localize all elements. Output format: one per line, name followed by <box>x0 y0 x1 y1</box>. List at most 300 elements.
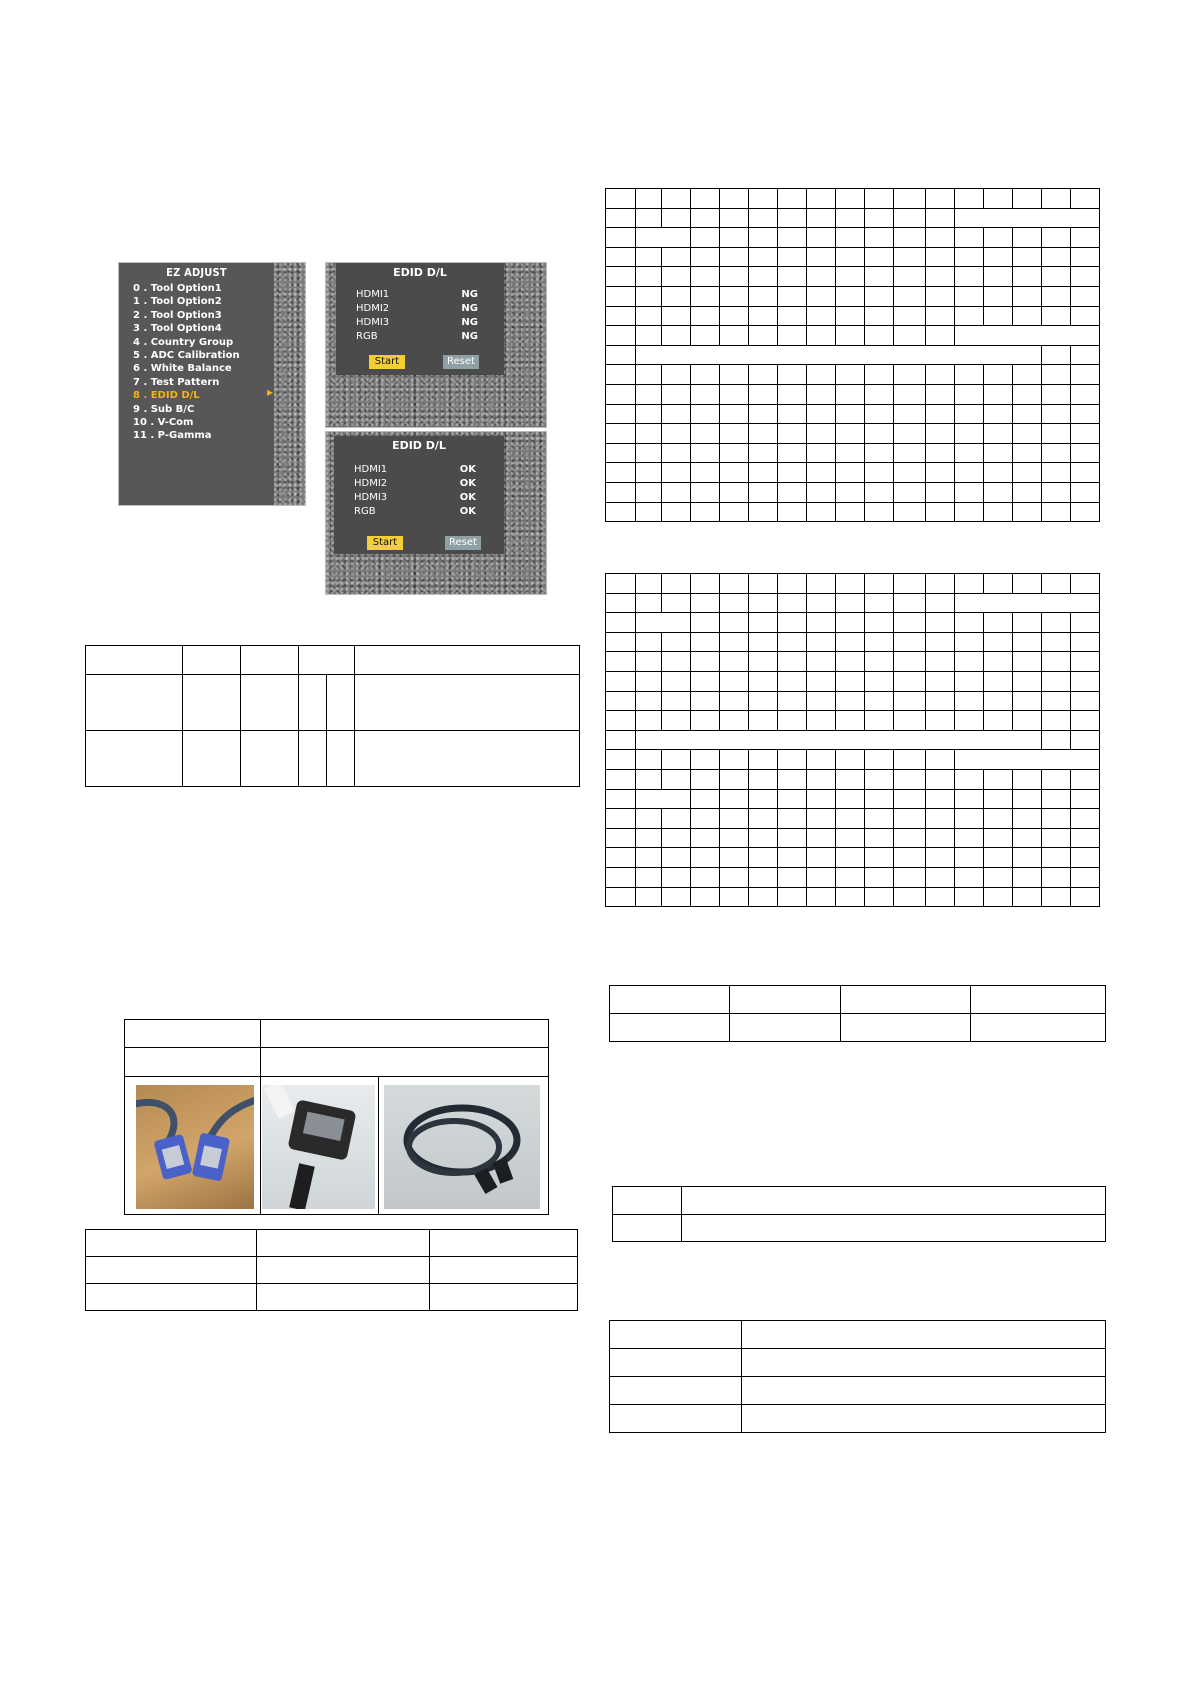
hex-cell <box>691 691 720 711</box>
table-cell <box>86 646 183 675</box>
hex-cell <box>636 652 662 672</box>
menu-item[interactable]: 1 . Tool Option2 <box>133 296 222 308</box>
hex-cell <box>894 365 926 385</box>
menu-item[interactable]: 0 . Tool Option1 <box>133 283 222 294</box>
hex-cell <box>926 867 955 887</box>
hex-cell <box>1071 502 1100 522</box>
ez-adjust-menu-list <box>133 282 274 443</box>
hex-cell <box>1071 384 1100 404</box>
hex-cell <box>636 424 662 444</box>
hex-cell <box>749 867 778 887</box>
hex-cell <box>662 189 691 209</box>
hex-cell <box>807 691 836 711</box>
hex-cell <box>778 574 807 594</box>
hex-cell <box>836 326 865 346</box>
status-value: OK <box>459 506 476 517</box>
hex-cell <box>636 789 691 809</box>
hex-cell <box>984 424 1013 444</box>
menu-item[interactable]: 9 . Sub B/C <box>133 403 195 415</box>
hex-cell <box>720 228 749 248</box>
caret-right-icon: ▶ <box>267 388 274 397</box>
hex-cell <box>1071 306 1100 326</box>
hex-cell <box>720 848 749 868</box>
hex-cell <box>636 769 662 789</box>
hex-cell <box>1071 482 1100 502</box>
hex-cell <box>1071 228 1100 248</box>
hex-cell <box>720 887 749 907</box>
hex-cell <box>926 613 955 633</box>
menu-item[interactable]: 6 . White Balance <box>133 363 232 375</box>
edid-row-hdmi1 <box>354 463 476 477</box>
hex-cell <box>636 443 662 463</box>
hex-cell <box>836 671 865 691</box>
port-label: HDMI2 <box>356 303 390 314</box>
hex-cell <box>778 228 807 248</box>
status-value: OK <box>459 492 476 503</box>
hex-cell <box>865 267 894 287</box>
hex-cell <box>720 365 749 385</box>
hex-cell <box>606 652 636 672</box>
hex-cell <box>1042 384 1071 404</box>
hex-cell <box>926 502 955 522</box>
hex-cell <box>720 809 749 829</box>
hex-cell <box>720 463 749 483</box>
edid-dl-screen-ng <box>325 262 547 428</box>
table-cell <box>261 1020 549 1048</box>
hex-cell <box>636 267 662 287</box>
hex-cell <box>836 247 865 267</box>
edid-row-hdmi1 <box>356 288 478 302</box>
hex-cell <box>606 384 636 404</box>
hex-cell <box>749 326 778 346</box>
hex-cell <box>1013 848 1042 868</box>
hex-cell <box>662 750 691 770</box>
hex-cell <box>691 828 720 848</box>
hex-cell <box>691 463 720 483</box>
hex-cell <box>955 652 984 672</box>
hex-cell <box>807 652 836 672</box>
hex-cell <box>836 887 865 907</box>
hex-cell <box>636 632 662 652</box>
hex-cell <box>691 750 720 770</box>
hex-cell <box>926 632 955 652</box>
hex-cell <box>636 887 662 907</box>
menu-item[interactable]: 5 . ADC Calibration <box>133 350 240 362</box>
hex-cell <box>1042 828 1071 848</box>
status-value: OK <box>459 478 476 489</box>
start-button[interactable]: Start <box>367 536 403 550</box>
start-button[interactable]: Start <box>369 355 405 369</box>
hex-cell <box>691 228 720 248</box>
hex-cell <box>955 809 984 829</box>
hex-cell <box>984 247 1013 267</box>
hex-cell <box>894 789 926 809</box>
hex-cell <box>662 247 691 267</box>
hex-cell <box>606 809 636 829</box>
hex-cell <box>865 384 894 404</box>
reset-button[interactable]: Reset <box>443 355 479 369</box>
table-cell <box>327 675 355 731</box>
hex-cell <box>955 613 984 633</box>
table-cell <box>257 1257 430 1284</box>
hex-cell <box>662 267 691 287</box>
hex-cell <box>691 365 720 385</box>
hex-cell <box>1013 443 1042 463</box>
hex-cell <box>865 189 894 209</box>
hex-cell <box>955 482 984 502</box>
hex-cell <box>836 306 865 326</box>
table-cell <box>742 1349 1106 1377</box>
hex-cell <box>1071 189 1100 209</box>
hex-cell <box>720 404 749 424</box>
hex-cell <box>1071 887 1100 907</box>
table-cell <box>742 1377 1106 1405</box>
hex-cell <box>836 404 865 424</box>
hex-cell <box>807 789 836 809</box>
hex-cell <box>636 189 662 209</box>
hex-cell <box>984 443 1013 463</box>
hex-cell <box>955 828 984 848</box>
hex-cell <box>720 502 749 522</box>
hex-cell <box>636 750 662 770</box>
hex-cell <box>720 189 749 209</box>
hex-cell <box>984 867 1013 887</box>
hex-cell <box>720 247 749 267</box>
hex-cell <box>894 750 926 770</box>
hex-cell <box>636 228 691 248</box>
hex-cell <box>894 613 926 633</box>
hex-cell <box>865 691 894 711</box>
hex-cell <box>955 769 984 789</box>
hex-cell <box>691 652 720 672</box>
vga-cable-icon <box>136 1085 254 1209</box>
hex-cell <box>894 632 926 652</box>
hex-cell <box>984 463 1013 483</box>
hex-cell <box>636 828 662 848</box>
hex-cell <box>1071 867 1100 887</box>
hex-cell <box>926 789 955 809</box>
reset-button[interactable]: Reset <box>445 536 481 550</box>
hex-cell <box>836 867 865 887</box>
hex-cell <box>984 228 1013 248</box>
hex-cell <box>1071 848 1100 868</box>
hex-cell <box>865 502 894 522</box>
hex-cell <box>836 789 865 809</box>
menu-item[interactable]: 7 . Test Pattern <box>133 376 220 388</box>
hex-cell <box>691 848 720 868</box>
hex-cell <box>836 208 865 228</box>
hex-cell <box>749 593 778 613</box>
hex-cell <box>1071 574 1100 594</box>
hex-cell <box>955 326 1100 346</box>
hex-cell <box>636 502 662 522</box>
hex-cell <box>691 711 720 731</box>
hex-cell <box>606 691 636 711</box>
hex-cell <box>894 502 926 522</box>
hex-cell <box>691 789 720 809</box>
hex-cell <box>662 482 691 502</box>
port-label: HDMI1 <box>354 464 388 475</box>
hex-cell <box>778 384 807 404</box>
hex-cell <box>778 632 807 652</box>
hex-cell <box>865 769 894 789</box>
table-cell <box>86 731 183 787</box>
hex-cell <box>894 482 926 502</box>
hex-cell <box>1071 652 1100 672</box>
hex-cell <box>606 208 636 228</box>
hex-cell <box>894 593 926 613</box>
hex-cell <box>606 828 636 848</box>
table-cell <box>355 675 580 731</box>
adjustment-spec-table <box>85 645 580 787</box>
hex-cell <box>894 691 926 711</box>
menu-item[interactable]: 11 . P-Gamma <box>133 430 212 442</box>
hex-cell <box>984 769 1013 789</box>
hex-cell <box>926 711 955 731</box>
hex-cell <box>749 848 778 868</box>
table-cell <box>742 1321 1106 1349</box>
hex-cell <box>984 887 1013 907</box>
hex-cell <box>1071 345 1100 365</box>
hex-cell <box>636 286 662 306</box>
hex-cell <box>984 691 1013 711</box>
hex-cell <box>865 750 894 770</box>
hex-cell <box>778 424 807 444</box>
hex-cell <box>1042 306 1071 326</box>
hex-cell <box>636 867 662 887</box>
hex-cell <box>1042 189 1071 209</box>
hex-cell <box>636 404 662 424</box>
hex-cell <box>984 502 1013 522</box>
hex-cell <box>836 502 865 522</box>
hex-cell <box>691 632 720 652</box>
hex-cell <box>1013 652 1042 672</box>
hex-cell <box>1013 189 1042 209</box>
hex-cell <box>1071 365 1100 385</box>
hex-cell <box>636 574 662 594</box>
hex-cell <box>865 326 894 346</box>
hex-cell <box>836 267 865 287</box>
hex-cell <box>1042 463 1071 483</box>
cable-spec-table <box>85 1229 578 1311</box>
hex-cell <box>720 482 749 502</box>
status-value: OK <box>459 464 476 475</box>
table-cell <box>613 1215 682 1242</box>
hex-cell <box>778 887 807 907</box>
hex-cell <box>984 632 1013 652</box>
hex-cell <box>636 593 662 613</box>
table-cell <box>241 675 299 731</box>
hex-cell <box>720 286 749 306</box>
hex-cell <box>865 809 894 829</box>
hex-cell <box>1013 267 1042 287</box>
edid-dl-title: EDID D/L <box>392 439 446 452</box>
hex-cell <box>894 267 926 287</box>
table-cell <box>299 646 355 675</box>
table-cell <box>613 1187 682 1215</box>
table-cell <box>430 1257 578 1284</box>
hex-cell <box>807 228 836 248</box>
hex-cell <box>894 404 926 424</box>
hex-cell <box>720 691 749 711</box>
hex-cell <box>926 384 955 404</box>
hex-cell <box>662 887 691 907</box>
hex-cell <box>1071 404 1100 424</box>
hex-cell <box>606 306 636 326</box>
hex-cell <box>1042 574 1071 594</box>
hex-cell <box>894 711 926 731</box>
hex-cell <box>606 574 636 594</box>
hex-cell <box>1013 867 1042 887</box>
hex-cell <box>955 789 984 809</box>
hex-cell <box>836 574 865 594</box>
hex-cell <box>955 848 984 868</box>
hex-cell <box>984 848 1013 868</box>
hex-cell <box>865 848 894 868</box>
hex-cell <box>662 652 691 672</box>
hex-cell <box>691 286 720 306</box>
hex-cell <box>1042 404 1071 424</box>
hex-cell <box>691 769 720 789</box>
hex-cell <box>836 809 865 829</box>
ez-adjust-menu-panel <box>119 263 274 505</box>
hex-cell <box>984 711 1013 731</box>
hex-cell <box>1013 613 1042 633</box>
hex-cell <box>778 326 807 346</box>
hex-cell <box>606 632 636 652</box>
menu-item[interactable]: 4 . Country Group <box>133 336 234 348</box>
menu-item[interactable]: 3 . Tool Option4 <box>133 323 222 335</box>
hex-cell <box>955 502 984 522</box>
ez-adjust-menu-screen <box>118 262 306 506</box>
edid-row-hdmi3 <box>354 491 476 505</box>
hex-cell <box>1013 482 1042 502</box>
hex-cell <box>749 306 778 326</box>
hex-cell <box>836 769 865 789</box>
hex-cell <box>778 652 807 672</box>
hex-cell <box>1013 228 1042 248</box>
hex-cell <box>894 228 926 248</box>
hex-cell <box>894 848 926 868</box>
hex-cell <box>691 887 720 907</box>
hex-cell <box>807 443 836 463</box>
hex-cell <box>807 711 836 731</box>
hex-cell <box>720 306 749 326</box>
hex-cell <box>720 671 749 691</box>
table-cell <box>682 1187 1106 1215</box>
menu-item-selected[interactable]: 8 . EDID D/L <box>133 390 200 402</box>
hex-cell <box>606 286 636 306</box>
table-cell <box>261 1048 549 1077</box>
hex-cell <box>606 789 636 809</box>
hex-cell <box>955 267 984 287</box>
hex-cell <box>955 574 984 594</box>
table-cell <box>327 731 355 787</box>
hex-cell <box>1042 267 1071 287</box>
hex-cell <box>926 691 955 711</box>
hex-cell <box>955 711 984 731</box>
hex-cell <box>1042 730 1071 750</box>
hex-cell <box>606 443 636 463</box>
hex-cell <box>778 502 807 522</box>
table-cell <box>257 1230 430 1257</box>
hex-cell <box>691 384 720 404</box>
hex-cell <box>606 326 636 346</box>
hex-cell <box>836 593 865 613</box>
table-cell <box>183 731 241 787</box>
hex-cell <box>984 574 1013 594</box>
table-cell <box>610 1377 742 1405</box>
hex-cell <box>984 286 1013 306</box>
table-cell <box>730 1014 841 1042</box>
hex-cell <box>865 789 894 809</box>
hex-cell <box>720 267 749 287</box>
hex-cell <box>926 208 955 228</box>
hex-cell <box>836 750 865 770</box>
hex-cell <box>955 867 984 887</box>
table-cell <box>299 675 327 731</box>
table-cell <box>86 1284 257 1311</box>
hex-cell <box>984 809 1013 829</box>
menu-item[interactable]: 10 . V-Com <box>133 417 194 429</box>
hex-cell <box>926 326 955 346</box>
hex-cell <box>807 306 836 326</box>
hex-cell <box>1042 247 1071 267</box>
hex-cell <box>926 247 955 267</box>
hex-cell <box>807 267 836 287</box>
hex-cell <box>662 809 691 829</box>
hex-cell <box>984 267 1013 287</box>
hex-cell <box>636 247 662 267</box>
hex-cell <box>807 632 836 652</box>
table-cell <box>86 675 183 731</box>
hex-cell <box>778 267 807 287</box>
menu-item[interactable]: 2 . Tool Option3 <box>133 309 222 321</box>
hex-cell <box>955 593 1100 613</box>
hex-cell <box>955 228 984 248</box>
hex-cell <box>636 848 662 868</box>
table-cell <box>125 1020 261 1048</box>
hex-cell <box>1042 443 1071 463</box>
hex-cell <box>749 574 778 594</box>
hex-cell <box>1071 730 1100 750</box>
hex-cell <box>865 228 894 248</box>
hex-cell <box>749 750 778 770</box>
hex-cell <box>749 189 778 209</box>
edid-dl-screen-ok <box>325 431 547 595</box>
hex-cell <box>662 424 691 444</box>
hex-cell <box>749 711 778 731</box>
edid-status-list <box>354 463 504 519</box>
hex-cell <box>865 482 894 502</box>
hex-cell <box>749 365 778 385</box>
hex-cell <box>955 189 984 209</box>
ez-adjust-title: EZ ADJUST <box>166 266 227 279</box>
hex-cell <box>749 463 778 483</box>
hex-cell <box>606 711 636 731</box>
hex-cell <box>836 828 865 848</box>
edid-dl-panel-ok <box>334 436 504 554</box>
hex-cell <box>749 502 778 522</box>
hex-cell <box>662 574 691 594</box>
hex-cell <box>807 326 836 346</box>
edid-row-hdmi3 <box>356 316 478 330</box>
hex-cell <box>984 652 1013 672</box>
hex-cell <box>1071 632 1100 652</box>
hex-cell <box>836 848 865 868</box>
hex-cell <box>807 365 836 385</box>
hex-cell <box>926 828 955 848</box>
